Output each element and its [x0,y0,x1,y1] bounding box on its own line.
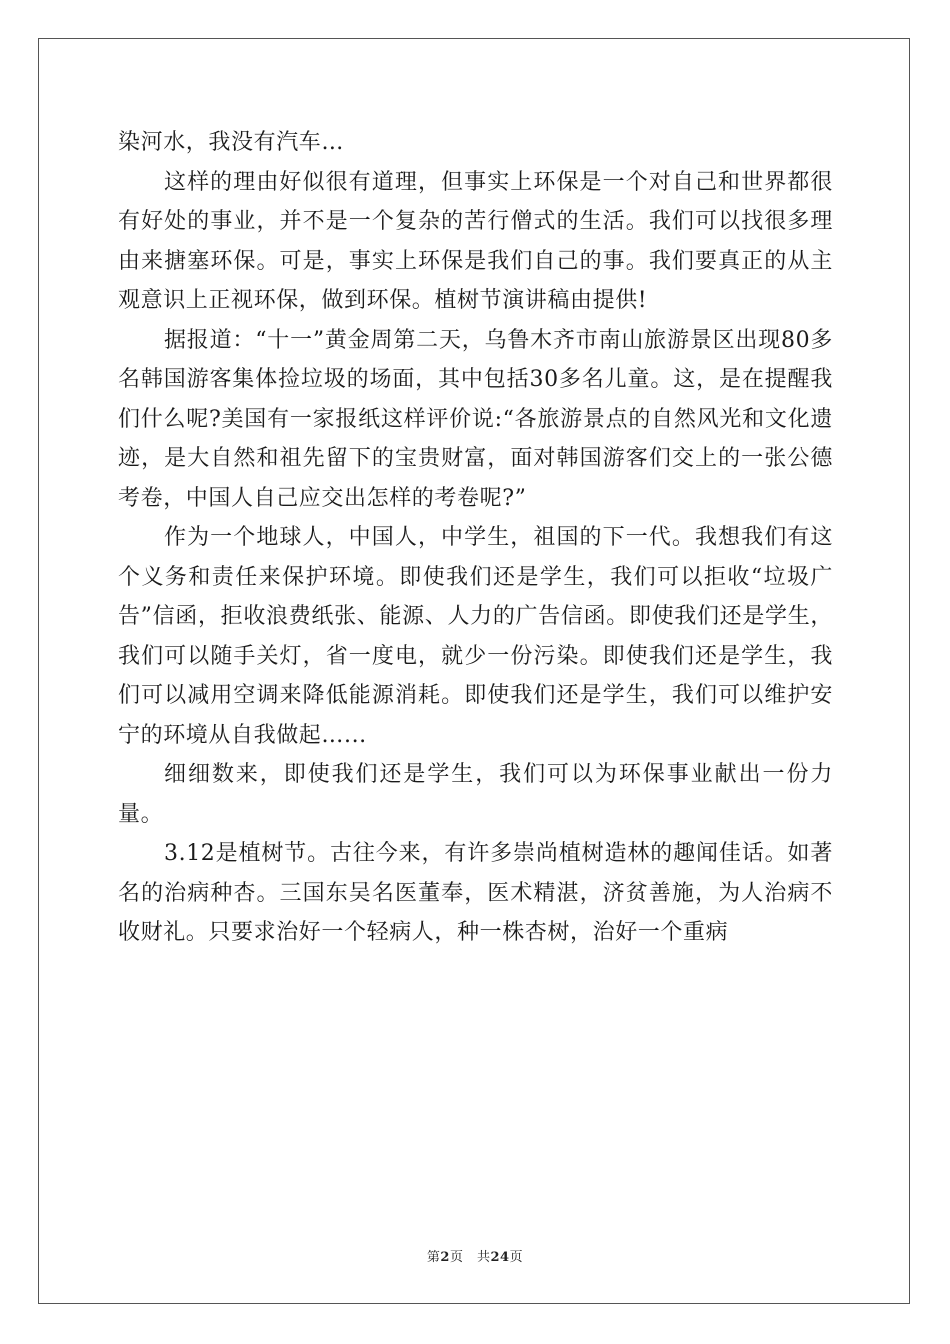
body-text [118,123,833,953]
footer-total-pages: 24 [490,1250,510,1265]
paragraph-6: 3.12是植树节。古往今来，有许多崇尚植树造林的趣闻佳话。如著名的治病种杏。三国东吴名医董奉，医术精湛，济贫善施，为人治病不收财礼。只要求治好一个轻病人，种一株杏树，治好一个重病 [118,841,833,945]
paragraph-5: 细细数来，即使我们还是学生，我们可以为环保事业献出一份力量。 [118,762,833,827]
paragraph-2: 这样的理由好似很有道理，但事实上环保是一个对自己和世界都很有好处的事业，并不是一个复杂的苦行僧式的生活。我们可以找很多理由来搪塞环保。可是，事实上环保是我们自己的事。我们要真正的从主观意识上正视环保，做到环保。植树节演讲稿由提供! [118,169,833,313]
footer-mid: 页 共 [449,1250,491,1265]
footer-suffix: 页 [509,1250,524,1265]
paragraph-3: 据报道：“十一”黄金周第二天，乌鲁木齐市南山旅游景区出现80多名韩国游客集体捡垃圾的场面，其中包括30多名儿童。这，是在提醒我们什么呢?美国有一家报纸这样评价说:“各旅游景点的自然风光和文化遗迹，是大自然和祖先留下的宝贵财富，面对韩国游客们交上的一张公德考卷，中国人自己应交出怎样的考卷呢?” [118,327,833,511]
footer-page-number: 2 [440,1250,450,1265]
paragraph-1: 染河水，我没有汽车… [118,130,345,155]
page-footer [0,1246,950,1265]
footer-prefix: 第 [426,1250,441,1265]
paragraph-4: 作为一个地球人，中国人，中学生，祖国的下一代。我想我们有这个义务和责任来保护环境。即使我们还是学生，我们可以拒收“垃圾广告”信函，拒收浪费纸张、能源、人力的广告信函。即使我们还是学生，我们可以随手关灯，省一度电，就少一份污染。即使我们还是学生，我们可以减用空调来降低能源消耗。即使我们还是学生，我们可以维护安宁的环境从自我做起…... [118,525,833,748]
